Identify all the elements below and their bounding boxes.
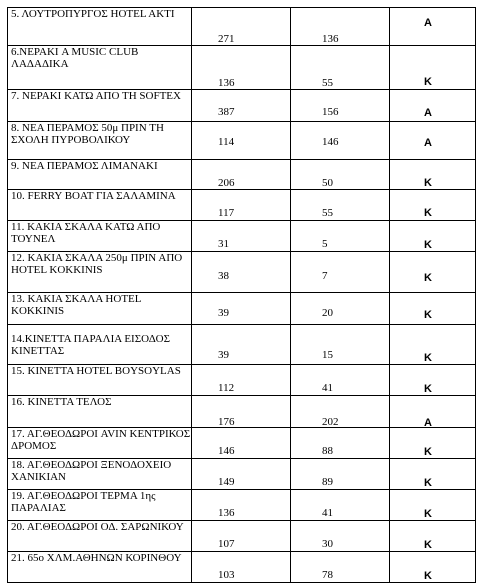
value-1-cell: [192, 221, 291, 252]
table-row: [8, 459, 476, 490]
location-name: 6.ΝΕΡΑΚΙ A MUSIC CLUB ΛΑΔΑΔΙΚΑ: [11, 46, 139, 70]
value-2: 55: [322, 77, 333, 89]
grade-label: K: [424, 508, 432, 520]
location-name: 21. 65ο ΧΛΜ.ΑΘΗΝΩΝ ΚΟΡΙΝΘΟΥ: [11, 552, 182, 564]
location-name: 9. ΝΕΑ ΠΕΡΑΜΟΣ ΛΙΜΑΝΑΚΙ: [11, 160, 158, 172]
value-1-cell: [192, 490, 291, 521]
grade-label: K: [424, 239, 432, 251]
value-2: 55: [322, 207, 333, 219]
value-1: 103: [218, 569, 235, 581]
value-1-cell: [192, 325, 291, 365]
results-table: [7, 7, 476, 583]
table-row: [8, 521, 476, 552]
value-1: 206: [218, 177, 235, 189]
value-2-cell: [291, 221, 390, 252]
value-2: 41: [322, 382, 333, 394]
location-cell: [8, 325, 192, 365]
grade-label: K: [424, 570, 432, 582]
value-2: 146: [322, 136, 339, 148]
grade-label: A: [424, 137, 432, 149]
table-row: [8, 552, 476, 583]
location-name: 5. ΛΟΥΤΡΟΠΥΡΓΟΣ HOTEL AKTI: [11, 8, 175, 20]
table-row: [8, 365, 476, 396]
location-cell: [8, 252, 192, 293]
location-cell: [8, 160, 192, 190]
grade-cell: [390, 221, 476, 252]
value-1-cell: [192, 365, 291, 396]
value-1-cell: [192, 396, 291, 428]
value-1: 387: [218, 106, 235, 118]
value-1: 149: [218, 476, 235, 488]
location-cell: [8, 521, 192, 552]
grade-label: K: [424, 76, 432, 88]
value-2: 41: [322, 507, 333, 519]
grade-cell: [390, 365, 476, 396]
value-2-cell: [291, 252, 390, 293]
location-cell: [8, 293, 192, 325]
value-1: 31: [218, 238, 229, 250]
table-row: [8, 160, 476, 190]
grade-cell: [390, 490, 476, 521]
location-name: 15. ΚΙΝΕΤΤΑ HOTEL BOYSOYLAS: [11, 365, 181, 377]
table-row: [8, 122, 476, 160]
location-cell: [8, 221, 192, 252]
table-row: [8, 221, 476, 252]
location-cell: [8, 552, 192, 583]
value-1-cell: [192, 190, 291, 221]
value-1: 114: [218, 136, 235, 148]
location-cell: [8, 396, 192, 428]
table-row: [8, 90, 476, 122]
grade-label: K: [424, 539, 432, 551]
value-2-cell: [291, 8, 390, 46]
value-1: 117: [218, 207, 235, 219]
grade-cell: [390, 325, 476, 365]
location-name: 17. ΑΓ.ΘΕΟΔΩΡΟΙ AVIN ΚΕΝΤΡΙΚΟΣ ΔΡΟΜΟΣ: [11, 428, 191, 452]
value-1-cell: [192, 459, 291, 490]
location-cell: [8, 8, 192, 46]
value-1: 39: [218, 307, 229, 319]
grade-cell: [390, 521, 476, 552]
value-1-cell: [192, 46, 291, 90]
grade-label: K: [424, 272, 432, 284]
location-name: 14.ΚΙΝΕΤΤΑ ΠΑΡΑΛΙΑ ΕΙΣΟΔΟΣ ΚΙΝΕΤΤΑΣ: [11, 333, 171, 357]
location-name: 20. ΑΓ.ΘΕΟΔΩΡΟΙ ΟΔ. ΣΑΡΩΝΙΚΟΥ: [11, 521, 184, 533]
table-row: [8, 8, 476, 46]
value-1: 112: [218, 382, 235, 394]
table-row: [8, 190, 476, 221]
grade-cell: [390, 396, 476, 428]
grade-cell: [390, 428, 476, 459]
location-name: 18. ΑΓ.ΘΕΟΔΩΡΟΙ ΞΕΝΟΔΟΧΕΙΟ ΧΑΝΙΚΙΑΝ: [11, 459, 172, 483]
value-2-cell: [291, 293, 390, 325]
grade-cell: [390, 8, 476, 46]
grade-cell: [390, 293, 476, 325]
value-2-cell: [291, 190, 390, 221]
value-2-cell: [291, 365, 390, 396]
value-1: 107: [218, 538, 235, 550]
grade-cell: [390, 552, 476, 583]
value-2: 88: [322, 445, 333, 457]
value-2: 156: [322, 106, 339, 118]
grade-label: K: [424, 309, 432, 321]
value-2-cell: [291, 46, 390, 90]
location-cell: [8, 122, 192, 160]
value-1: 39: [218, 349, 229, 361]
value-2: 202: [322, 416, 339, 428]
value-1-cell: [192, 552, 291, 583]
value-2-cell: [291, 325, 390, 365]
value-1: 146: [218, 445, 235, 457]
value-2: 136: [322, 33, 339, 45]
location-name: 13. ΚΑΚΙΑ ΣΚΑΛΑ HOTEL KOKKINIS: [11, 293, 142, 317]
location-cell: [8, 428, 192, 459]
value-2-cell: [291, 396, 390, 428]
grade-cell: [390, 160, 476, 190]
value-2: 30: [322, 538, 333, 550]
value-1: 176: [218, 416, 235, 428]
value-2: 50: [322, 177, 333, 189]
location-name: 7. ΝΕΡΑΚΙ ΚΑΤΩ ΑΠΟ ΤΗ SOFTEX: [11, 90, 181, 102]
location-name: 16. ΚΙΝΕΤΤΑ ΤΕΛΟΣ: [11, 396, 112, 408]
grade-cell: [390, 459, 476, 490]
location-name: 19. ΑΓ.ΘΕΟΔΩΡΟΙ ΤΕΡΜΑ 1ης ΠΑΡΑΛΙΑΣ: [11, 490, 156, 514]
value-1: 38: [218, 270, 229, 282]
value-1-cell: [192, 252, 291, 293]
value-1: 271: [218, 33, 235, 45]
value-2: 20: [322, 307, 333, 319]
grade-label: K: [424, 207, 432, 219]
grade-label: K: [424, 477, 432, 489]
location-name: 10. FERRY BOAT ΓΙΑ ΣΑΛΑΜΙΝΑ: [11, 190, 176, 202]
location-cell: [8, 90, 192, 122]
location-name: 11. ΚΑΚΙΑ ΣΚΑΛΑ ΚΑΤΩ ΑΠΟ ΤΟΥΝΕΛ: [11, 221, 161, 245]
grade-label: K: [424, 352, 432, 364]
value-1-cell: [192, 160, 291, 190]
results-table-page: [7, 7, 471, 583]
grade-label: K: [424, 177, 432, 189]
value-1-cell: [192, 8, 291, 46]
grade-label: A: [424, 17, 432, 29]
table-row: [8, 293, 476, 325]
location-name: 8. ΝΕΑ ΠΕΡΑΜΟΣ 50μ ΠΡΙΝ ΤΗ ΣΧΟΛΗ ΠΥΡΟΒΟΛΙΚΟΥ: [11, 122, 164, 146]
grade-label: K: [424, 383, 432, 395]
location-cell: [8, 190, 192, 221]
table-row: [8, 252, 476, 293]
location-cell: [8, 459, 192, 490]
value-2: 15: [322, 349, 333, 361]
value-1-cell: [192, 293, 291, 325]
value-1-cell: [192, 90, 291, 122]
grade-label: A: [424, 417, 432, 429]
value-1-cell: [192, 122, 291, 160]
value-2: 89: [322, 476, 333, 488]
table-row: [8, 46, 476, 90]
value-1: 136: [218, 507, 235, 519]
table-row: [8, 490, 476, 521]
grade-cell: [390, 90, 476, 122]
value-1-cell: [192, 521, 291, 552]
grade-label: K: [424, 446, 432, 458]
grade-cell: [390, 122, 476, 160]
table-row: [8, 428, 476, 459]
value-2-cell: [291, 552, 390, 583]
table-row: [8, 396, 476, 428]
location-cell: [8, 490, 192, 521]
grade-label: A: [424, 107, 432, 119]
grade-cell: [390, 190, 476, 221]
value-2-cell: [291, 160, 390, 190]
value-2: 7: [322, 270, 328, 282]
value-2-cell: [291, 90, 390, 122]
location-cell: [8, 46, 192, 90]
grade-cell: [390, 46, 476, 90]
value-2: 5: [322, 238, 328, 250]
table-row: [8, 325, 476, 365]
value-2-cell: [291, 490, 390, 521]
location-cell: [8, 365, 192, 396]
value-1-cell: [192, 428, 291, 459]
value-2-cell: [291, 122, 390, 160]
location-name: 12. ΚΑΚΙΑ ΣΚΑΛΑ 250μ ΠΡΙΝ ΑΠΟ HOTEL KOKKINIS: [11, 252, 183, 276]
value-2-cell: [291, 521, 390, 552]
grade-cell: [390, 252, 476, 293]
value-1: 136: [218, 77, 235, 89]
value-2-cell: [291, 428, 390, 459]
value-2: 78: [322, 569, 333, 581]
value-2-cell: [291, 459, 390, 490]
